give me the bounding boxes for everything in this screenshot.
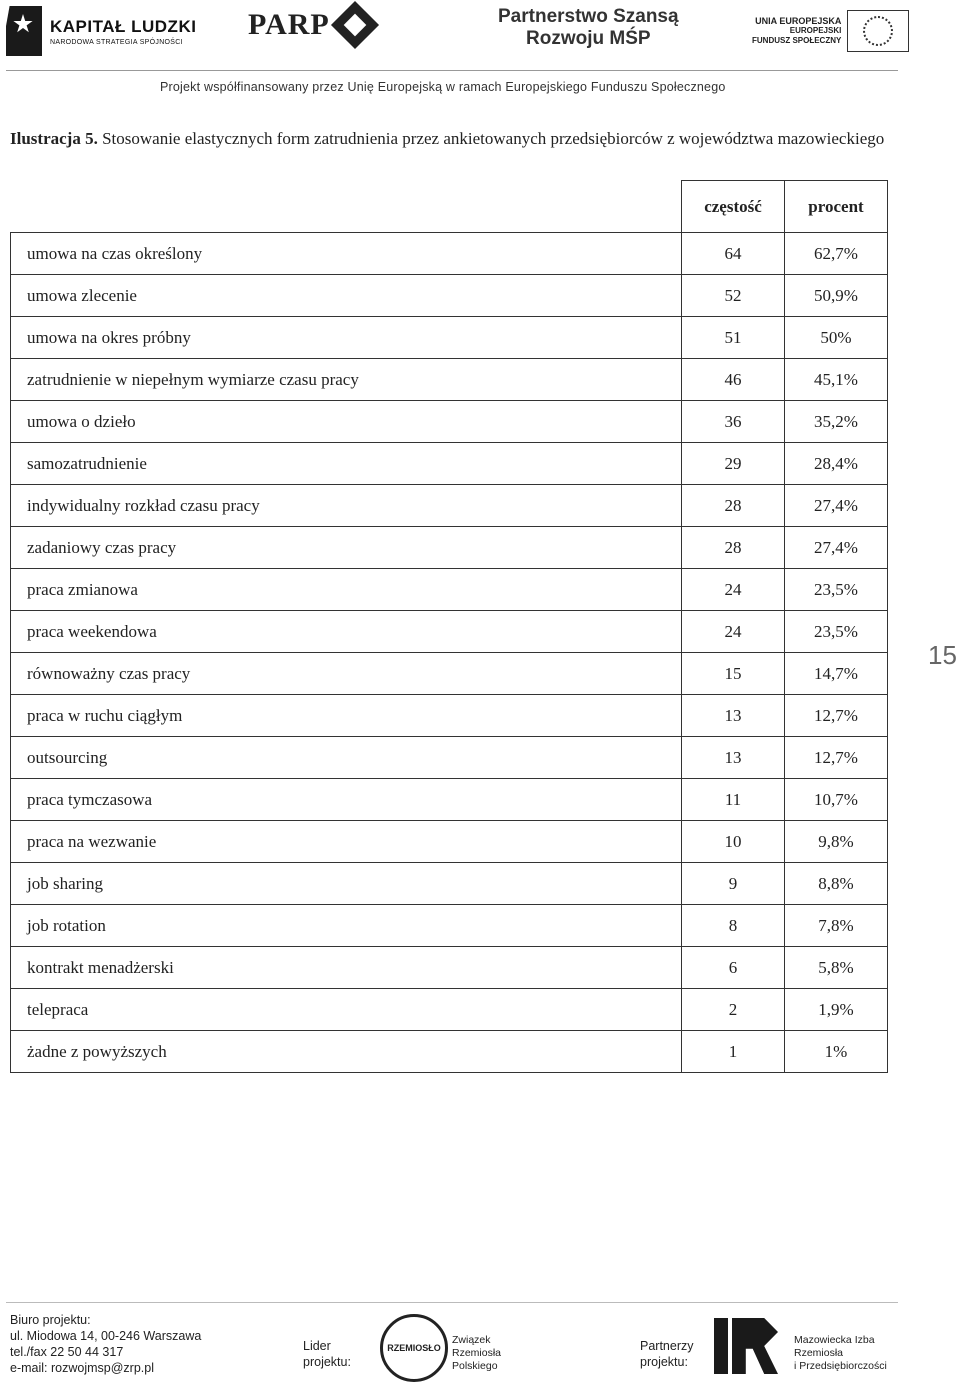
mizba-line3: i Przedsiębiorczości — [794, 1360, 887, 1372]
row-frequency: 64 — [682, 233, 785, 275]
table-row — [11, 905, 888, 947]
project-leader-label — [303, 1338, 351, 1370]
kapital-ludzki-mark-icon — [6, 6, 42, 56]
parp-logo — [248, 8, 372, 42]
row-percent: 12,7% — [785, 695, 888, 737]
row-percent: 8,8% — [785, 863, 888, 905]
mizba-line2: Rzemiosła — [794, 1347, 844, 1359]
ue-line2: EUROPEJSKI — [789, 26, 842, 35]
row-label: umowa na okres próbny — [11, 317, 682, 359]
table-row — [11, 611, 888, 653]
row-frequency: 46 — [682, 359, 785, 401]
office-line3: tel./fax 22 50 44 317 — [10, 1345, 124, 1359]
row-label: outsourcing — [11, 737, 682, 779]
row-frequency: 52 — [682, 275, 785, 317]
kapital-ludzki-subtitle: NARODOWA STRATEGIA SPÓJNOŚCI — [50, 38, 183, 46]
mizba-line1: Mazowiecka Izba — [794, 1334, 875, 1346]
row-frequency: 11 — [682, 779, 785, 821]
row-frequency: 1 — [682, 1031, 785, 1073]
row-label: zatrudnienie w niepełnym wymiarze czasu pracy — [11, 359, 682, 401]
employment-forms-table — [10, 180, 888, 1073]
office-line1: Biuro projektu: — [10, 1313, 91, 1327]
partnerstwo-line2: Rozwoju MŚP — [526, 28, 651, 49]
row-frequency: 51 — [682, 317, 785, 359]
row-label: praca w ruchu ciągłym — [11, 695, 682, 737]
row-label: indywidualny rozkład czasu pracy — [11, 485, 682, 527]
row-label: równoważny czas pracy — [11, 653, 682, 695]
row-percent: 28,4% — [785, 443, 888, 485]
partnerzy-line2: projektu: — [640, 1355, 688, 1369]
row-frequency: 8 — [682, 905, 785, 947]
row-frequency: 28 — [682, 527, 785, 569]
row-frequency: 36 — [682, 401, 785, 443]
row-percent: 50,9% — [785, 275, 888, 317]
table-row — [11, 443, 888, 485]
table-body — [11, 233, 888, 1073]
zrp-line2: Rzemiosła — [452, 1347, 502, 1359]
row-percent: 23,5% — [785, 611, 888, 653]
row-label: umowa zlecenie — [11, 275, 682, 317]
row-label: job rotation — [11, 905, 682, 947]
table-row — [11, 401, 888, 443]
table-row — [11, 779, 888, 821]
row-label: umowa na czas określony — [11, 233, 682, 275]
table-row — [11, 233, 888, 275]
footer-divider — [6, 1302, 898, 1303]
zrp-seal-logo: RZEMIOSŁO — [380, 1314, 448, 1382]
table-row — [11, 947, 888, 989]
irp-logo-icon — [714, 1318, 784, 1374]
table-row — [11, 737, 888, 779]
column-header-frequency: częstość — [682, 181, 785, 233]
table-row — [11, 485, 888, 527]
row-label: zadaniowy czas pracy — [11, 527, 682, 569]
row-percent: 23,5% — [785, 569, 888, 611]
row-percent: 62,7% — [785, 233, 888, 275]
zrp-name — [452, 1334, 501, 1373]
row-percent: 14,7% — [785, 653, 888, 695]
row-percent: 1,9% — [785, 989, 888, 1031]
row-label: praca weekendowa — [11, 611, 682, 653]
table-row — [11, 275, 888, 317]
ue-line3: FUNDUSZ SPOŁECZNY — [752, 36, 842, 45]
row-frequency: 6 — [682, 947, 785, 989]
office-line2: ul. Miodowa 14, 00-246 Warszawa — [10, 1329, 202, 1343]
row-percent: 45,1% — [785, 359, 888, 401]
ue-line1: UNIA EUROPEJSKA — [755, 16, 842, 26]
table-row — [11, 527, 888, 569]
row-frequency: 2 — [682, 989, 785, 1031]
lider-line2: projektu: — [303, 1355, 351, 1369]
row-label: żadne z powyższych — [11, 1031, 682, 1073]
row-percent: 12,7% — [785, 737, 888, 779]
row-percent: 1% — [785, 1031, 888, 1073]
row-frequency: 13 — [682, 737, 785, 779]
zrp-line3: Polskiego — [452, 1360, 498, 1372]
row-percent: 5,8% — [785, 947, 888, 989]
row-frequency: 15 — [682, 653, 785, 695]
page-number: 15 — [928, 640, 957, 670]
office-line4: e-mail: rozwojmsp@zrp.pl — [10, 1361, 154, 1375]
row-label: telepraca — [11, 989, 682, 1031]
table-row — [11, 989, 888, 1031]
ue-logo — [752, 10, 909, 52]
row-label: praca zmianowa — [11, 569, 682, 611]
row-frequency: 13 — [682, 695, 785, 737]
mizba-name — [794, 1334, 887, 1373]
project-office — [10, 1312, 201, 1376]
partnerzy-line1: Partnerzy — [640, 1339, 694, 1353]
row-label: kontrakt menadżerski — [11, 947, 682, 989]
kapital-ludzki-title: KAPITAŁ LUDZKI — [50, 16, 197, 36]
row-percent: 9,8% — [785, 821, 888, 863]
row-frequency: 24 — [682, 611, 785, 653]
partnerstwo-line1: Partnerstwo Szansą — [498, 6, 679, 27]
table-row — [11, 569, 888, 611]
row-label: praca na wezwanie — [11, 821, 682, 863]
table-header-row — [11, 181, 888, 233]
row-frequency: 9 — [682, 863, 785, 905]
cofinance-note: Projekt współfinansowany przez Unię Europejską w ramach Europejskiego Funduszu Społecznego — [160, 80, 726, 94]
partnerstwo-logo — [498, 6, 679, 50]
page-header — [0, 0, 960, 100]
row-label: samozatrudnienie — [11, 443, 682, 485]
header-divider — [6, 70, 898, 71]
row-frequency: 24 — [682, 569, 785, 611]
eu-flag-icon — [847, 10, 909, 52]
table-row — [11, 695, 888, 737]
table-header-empty — [11, 181, 682, 233]
row-label: job sharing — [11, 863, 682, 905]
row-label: praca tymczasowa — [11, 779, 682, 821]
project-partners-label — [640, 1338, 694, 1370]
row-frequency: 29 — [682, 443, 785, 485]
row-frequency: 28 — [682, 485, 785, 527]
parp-text: PARP — [248, 8, 330, 41]
caption-label: Ilustracja 5. — [10, 129, 98, 148]
lider-line1: Lider — [303, 1339, 331, 1353]
row-percent: 50% — [785, 317, 888, 359]
row-percent: 35,2% — [785, 401, 888, 443]
row-percent: 27,4% — [785, 485, 888, 527]
table-row — [11, 317, 888, 359]
column-header-percent: procent — [785, 181, 888, 233]
figure-caption — [10, 128, 890, 150]
row-percent: 27,4% — [785, 527, 888, 569]
caption-text: Stosowanie elastycznych form zatrudnienia przez ankietowanych przedsiębiorców z województwa mazowieckiego — [97, 129, 885, 148]
zrp-line1: Związek — [452, 1334, 491, 1346]
table-row — [11, 1031, 888, 1073]
row-label: umowa o dzieło — [11, 401, 682, 443]
parp-diamond-icon — [331, 1, 379, 49]
row-frequency: 10 — [682, 821, 785, 863]
table-row — [11, 653, 888, 695]
table-row — [11, 863, 888, 905]
row-percent: 10,7% — [785, 779, 888, 821]
table-row — [11, 359, 888, 401]
table-row — [11, 821, 888, 863]
kapital-ludzki-logo — [6, 6, 196, 56]
row-percent: 7,8% — [785, 905, 888, 947]
